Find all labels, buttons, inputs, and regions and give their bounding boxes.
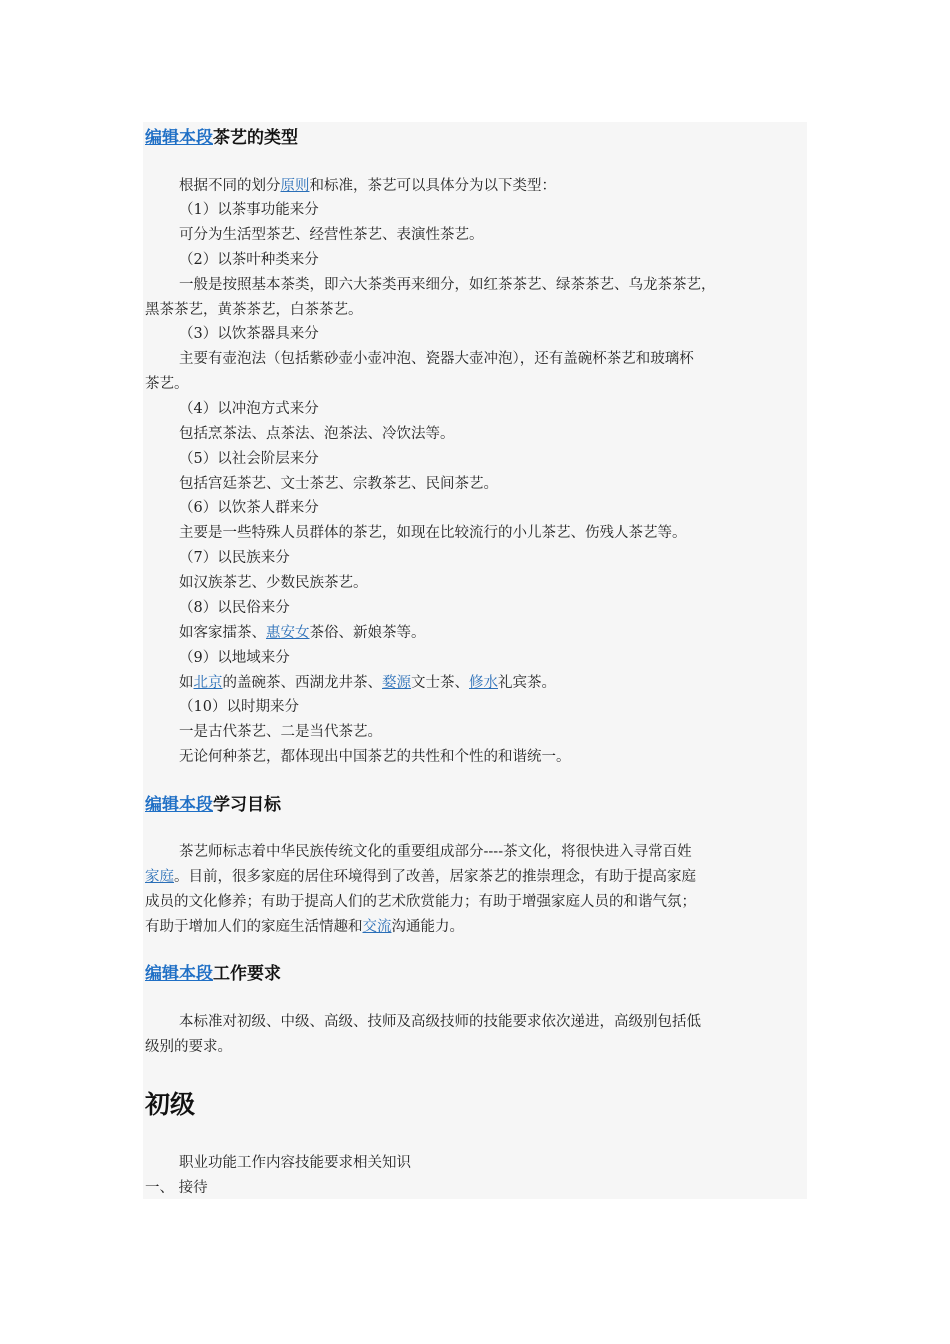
link-xiushui[interactable]: 修水 (469, 675, 498, 691)
text: 如 (179, 675, 194, 691)
list-item: 一、 接待 (145, 1180, 208, 1196)
goals-text: 茶艺师标志着中华民族传统文化的重要组成部分----茶文化，将很快进入寻常百姓 (179, 844, 692, 860)
category-title: （2）以茶叶种类来分 (179, 252, 319, 268)
category-title: （10）以时期来分 (179, 699, 299, 715)
category-text: 黑茶茶艺，黄茶茶艺，白茶茶艺。 (145, 302, 363, 318)
link-huianv[interactable]: 惠安女 (266, 625, 310, 641)
section-heading-types (145, 126, 298, 150)
category-title: （1）以茶事功能来分 (179, 202, 319, 218)
category-title: （6）以饮茶人群来分 (179, 500, 319, 516)
text: 的盖碗茶、西湖龙井茶、 (222, 675, 382, 691)
edit-section-link[interactable]: 编辑本段 (145, 964, 213, 984)
category-text (179, 623, 426, 643)
category-text: 包括宫廷茶艺、文士茶艺、宗教茶艺、民间茶艺。 (179, 476, 498, 492)
link-beijing[interactable]: 北京 (193, 675, 223, 691)
category-title: （3）以饮茶器具来分 (179, 326, 319, 342)
category-text: 主要是一些特殊人员群体的茶艺，如现在比较流行的小儿茶艺、伤残人茶艺等。 (179, 525, 687, 541)
category-title: （7）以民族来分 (179, 550, 290, 566)
types-intro (179, 176, 556, 196)
text: 如客家擂茶、 (179, 625, 266, 641)
edit-section-link[interactable]: 编辑本段 (145, 795, 213, 815)
category-text: 可分为生活型茶艺、经营性茶艺、表演性茶艺。 (179, 227, 484, 243)
section-heading-requirements (145, 962, 281, 986)
text: 。目前，很多家庭的居住环境得到了改善，居家茶艺的推崇理念，有助于提高家庭 (174, 869, 696, 885)
goals-text (145, 867, 696, 887)
category-text: 主要有壶泡法（包括紫砂壶小壶冲泡、瓷器大壶冲泡），还有盖碗杯茶艺和玻璃杯 (179, 351, 694, 367)
level-heading: 初级 (145, 1090, 196, 1119)
link-family[interactable]: 家庭 (145, 869, 174, 885)
text: 和标准，茶艺可以具体分为以下类型： (309, 178, 556, 194)
section-title: 学习目标 (213, 795, 281, 815)
link-communication[interactable]: 交流 (362, 919, 392, 935)
category-title: （8）以民俗来分 (179, 600, 290, 616)
link-principle[interactable]: 原则 (280, 178, 310, 194)
category-text: 一是古代茶艺、二是当代茶艺。 (179, 724, 382, 740)
category-text: 如汉族茶艺、少数民族茶艺。 (179, 575, 368, 591)
table-header-text: 职业功能工作内容技能要求相关知识 (179, 1155, 411, 1171)
category-title: （9）以地域来分 (179, 650, 290, 666)
text: 沟通能力。 (391, 919, 464, 935)
conclusion-text: 无论何种茶艺，都体现出中国茶艺的共性和个性的和谐统一。 (179, 749, 571, 765)
text: 有助于增加人们的家庭生活情趣和 (145, 919, 363, 935)
text: 文士茶、 (411, 675, 469, 691)
edit-section-link[interactable]: 编辑本段 (145, 128, 213, 148)
category-title: （5）以社会阶层来分 (179, 451, 319, 467)
category-text: 茶艺。 (145, 376, 189, 392)
category-text (179, 673, 556, 693)
section-heading-goals (145, 793, 281, 817)
text: 礼宾茶。 (498, 675, 556, 691)
text: 茶俗、新娘茶等。 (309, 625, 426, 641)
section-title: 茶艺的类型 (213, 128, 298, 148)
text: 根据不同的划分 (179, 178, 281, 194)
category-text: 一般是按照基本茶类，即六大茶类再来细分，如红茶茶艺、绿茶茶艺、乌龙茶茶艺， (179, 277, 716, 293)
requirements-text: 级别的要求。 (145, 1039, 232, 1055)
section-title: 工作要求 (213, 964, 281, 984)
goals-text (145, 917, 464, 937)
goals-text: 成员的文化修养；有助于提高人们的艺术欣赏能力；有助于增强家庭人员的和谐气氛； (145, 894, 696, 910)
category-text: 包括烹茶法、点茶法、泡茶法、冷饮法等。 (179, 426, 455, 442)
category-title: （4）以冲泡方式来分 (179, 401, 319, 417)
link-wuyuan[interactable]: 婺源 (382, 675, 411, 691)
requirements-text: 本标准对初级、中级、高级、技师及高级技师的技能要求依次递进，高级别包括低 (179, 1014, 701, 1030)
